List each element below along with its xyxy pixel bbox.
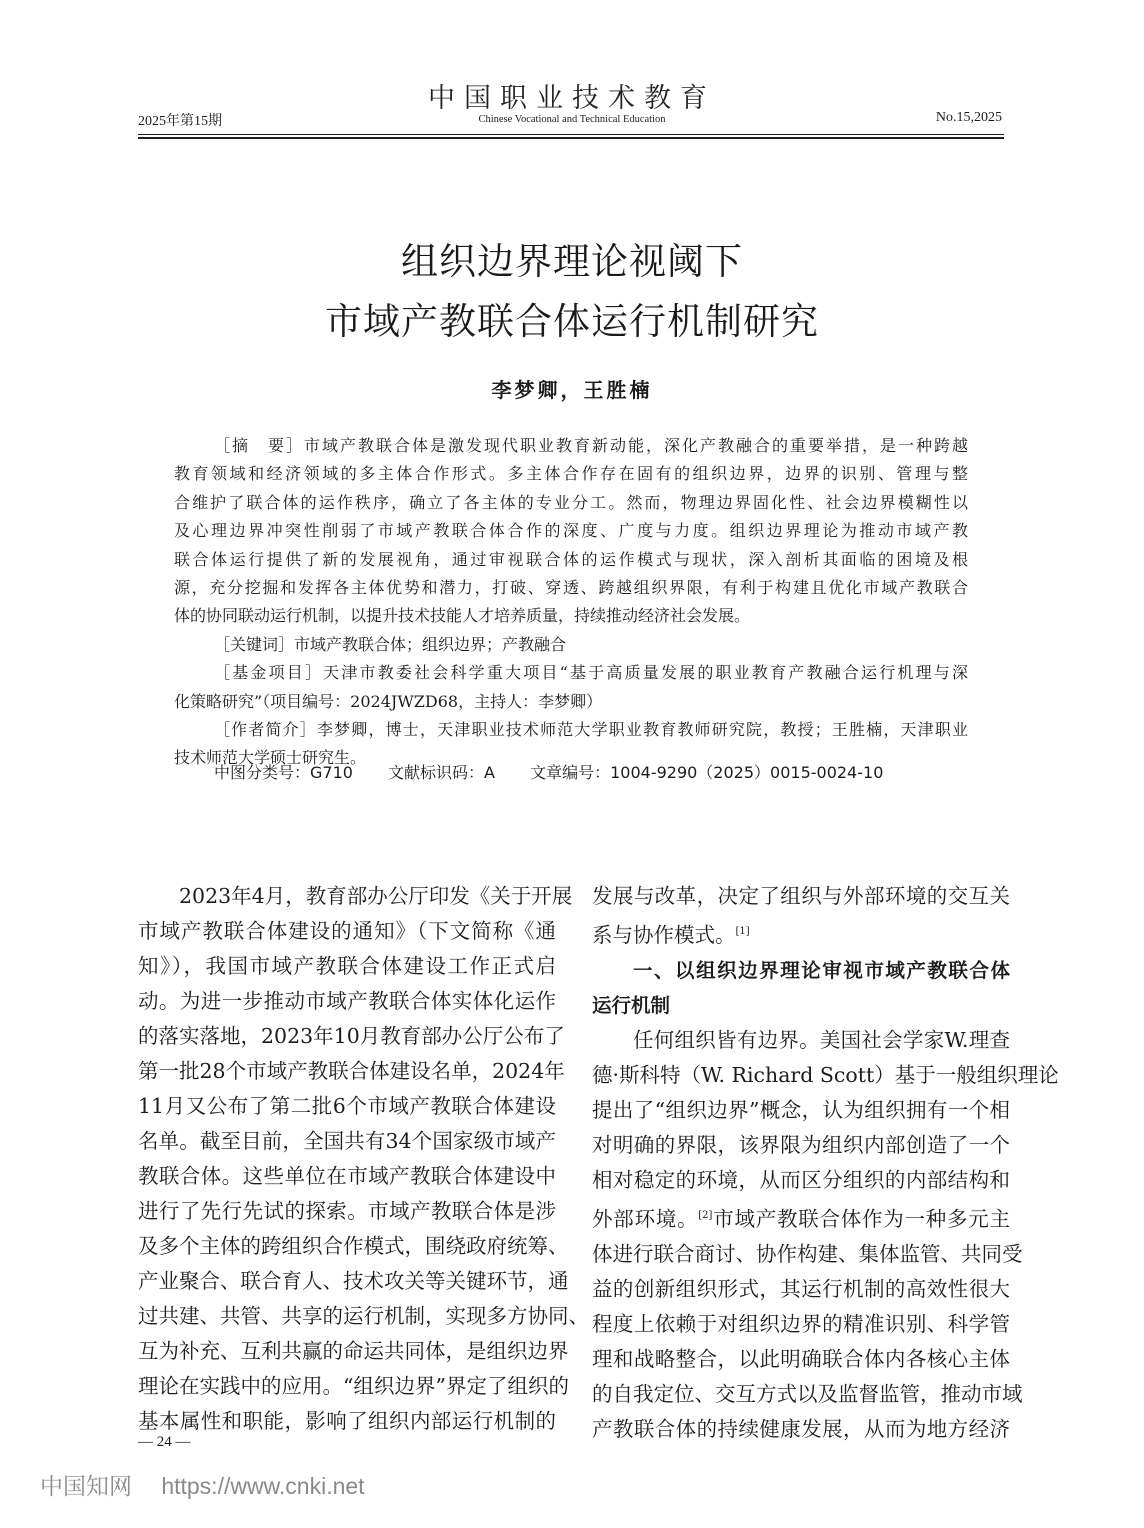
watermark-url[interactable]: https://www.cnki.net: [161, 1473, 365, 1499]
author-bio-label: ［作者简介］: [214, 720, 317, 740]
article-authors: 李梦卿，王胜楠: [491, 378, 653, 402]
body-line: 理和战略整合，以此明确联合体内各核心主体: [592, 1347, 1010, 1371]
abstract-line: 合维护了联合体的运作秩序，确立了各主体的专业分工。然而，物理边界固化性、社会边界模糊性以: [174, 492, 968, 512]
keywords-text: 市域产教联合体；组织边界；产教融合: [294, 634, 567, 654]
body-line: 2023年4月，教育部办公厅印发《关于开展: [179, 884, 573, 908]
body-line: 系与协作模式。[1]: [592, 923, 750, 947]
author-bio: ［作者简介］李梦卿，博士，天津职业技术师范大学职业教育教师研究院，教授；王胜楠，天津职业 技术师范大学硕士研究生。: [174, 716, 968, 773]
body-line: 理论在实践中的应用。“组织边界”界定了组织的: [138, 1374, 569, 1398]
fund-label: ［基金项目］: [214, 663, 324, 683]
body-line: 及多个主体的跨组织合作模式，围绕政府统筹、: [138, 1234, 569, 1258]
section-heading: 运行机制: [592, 994, 671, 1017]
fund-project: ［基金项目］天津市教委社会科学重大项目“基于高质量发展的职业教育产教融合运行机理与深 化策略研究”（项目编号：2024JWZD68，主持人：李梦卿）: [174, 659, 968, 716]
abstract-line: 源，充分挖掘和发挥各主体优势和潜力，打破、穿透、跨越组织界限，有利于构建且优化市域产教联合: [174, 578, 968, 598]
body-line: 第一批28个市域产教联合体建设名单，2024年: [138, 1059, 565, 1083]
article-title-line-2: 市域产教联合体运行机制研究: [325, 300, 819, 343]
abstract-line: 联合体运行提供了新的发展视角，通过审视联合体的运作模式与现状，深入剖析其面临的困境及根: [174, 549, 968, 569]
body-line: 过共建、共管、共享的运行机制，实现多方协同、: [138, 1304, 589, 1328]
body-line: 德·斯科特（W. Richard Scott）基于一般组织理论: [592, 1063, 1059, 1087]
body-line: 益的创新组织形式，其运行机制的高效性很大: [592, 1277, 1010, 1301]
abstract-line: 体的协同联动运行机制，以提升技术技能人才培养质量，持续推动经济社会发展。: [174, 606, 751, 626]
body-line: 市域产教联合体建设的通知》（下文简称《通: [138, 919, 556, 943]
body-line: 教联合体。这些单位在市域产教联合体建设中: [138, 1164, 556, 1188]
body-line: 体进行联合商讨、协作构建、集体监管、共同受: [592, 1242, 1023, 1266]
journal-title-cn: 中国职业技术教育: [428, 83, 716, 114]
section-heading: 一、以组织边界理论审视市域产教联合体: [633, 959, 1010, 982]
body-line: 名单。截至目前，全国共有34个国家级市域产: [138, 1129, 556, 1153]
abstract-block: [174, 432, 968, 773]
abstract-label: ［摘 要］: [214, 436, 304, 455]
cnki-watermark: [40, 1468, 365, 1501]
journal-title-en: Chinese Vocational and Technical Education: [478, 114, 666, 125]
body-line: 的落实落地，2023年10月教育部办公厅公布了: [138, 1024, 565, 1048]
body-line: 知》），我国市域产教联合体建设工作正式启: [138, 954, 556, 978]
body-column-left: [138, 879, 589, 1439]
article-title-line-1: 组织边界理论视阈下: [401, 240, 743, 283]
abstract-line: 教育领域和经济领域的多主体合作形式。多主体合作存在固有的组织边界，边界的识别、管理与整: [174, 464, 968, 484]
body-line: 程度上依赖于对组织边界的精准识别、科学管: [592, 1312, 1010, 1336]
classification-line: [214, 760, 913, 783]
abstract: [174, 432, 968, 631]
article-number: 文章编号：1004-9290（2025）0015-0024-10: [530, 763, 884, 782]
citation-ref[interactable]: [2]: [698, 1210, 713, 1221]
watermark-cn: 中国知网: [40, 1474, 132, 1500]
body-line: 对明确的界限，该界限为组织内部创造了一个: [592, 1133, 1010, 1157]
body-line: 进行了先行先试的探索。市域产教联合体是涉: [138, 1199, 556, 1223]
header-rule-thin: [138, 134, 1004, 135]
abstract-line: ［摘 要］市域产教联合体是激发现代职业教育新动能，深化产教融合的重要举措，是一种跨越: [214, 436, 968, 455]
body-line: 提出了“组织边界”概念，认为组织拥有一个相: [592, 1098, 1010, 1122]
abstract-line: 及心理边界冲突性削弱了市域产教联合体合作的深度、广度与力度。组织边界理论为推动市域产教: [174, 521, 968, 541]
author-bio-line: 技术师范大学硕士研究生。: [174, 748, 367, 768]
body-line: 产业聚合、联合育人、技术攻关等关键环节，通: [138, 1269, 569, 1293]
document-code: 文献标识码：A: [388, 763, 495, 782]
body-line: 任何组织皆有边界。美国社会学家W.理查: [633, 1028, 1010, 1052]
body-line: 互为补充、互利共赢的命运共同体，是组织边界: [138, 1339, 569, 1363]
fund-line: 化策略研究”（项目编号：2024JWZD68，主持人：李梦卿）: [174, 691, 603, 711]
citation-ref[interactable]: [1]: [735, 926, 750, 937]
body-line: 发展与改革，决定了组织与外部环境的交互关: [592, 884, 1010, 908]
body-line: 相对稳定的环境，从而区分组织的内部结构和: [592, 1168, 1010, 1192]
clc-number: 中图分类号：G710: [214, 763, 353, 782]
keywords-label: ［关键词］: [214, 634, 295, 654]
body-line: 的自我定位、交互方式以及监督监管，推动市域: [592, 1382, 1023, 1406]
issue-number-en: No.15,2025: [935, 110, 1002, 125]
body-line: 11月又公布了第二批6个市域产教联合体建设: [138, 1094, 556, 1118]
keywords: [174, 631, 968, 659]
body-line: 产教联合体的持续健康发展，从而为地方经济: [592, 1417, 1010, 1441]
header-rule-thick: [138, 137, 1004, 139]
body-line: 基本属性和职能，影响了组织内部运行机制的: [138, 1409, 556, 1433]
body-line: 动。为进一步推动市域产教联合体实体化运作: [138, 989, 556, 1013]
body-column-right: [592, 879, 1059, 1447]
body-line: 外部环境。[2]市域产教联合体作为一种多元主: [592, 1207, 1011, 1231]
page-number: — 24 —: [138, 1434, 191, 1450]
issue-number-cn: 2025年第15期: [138, 114, 222, 129]
